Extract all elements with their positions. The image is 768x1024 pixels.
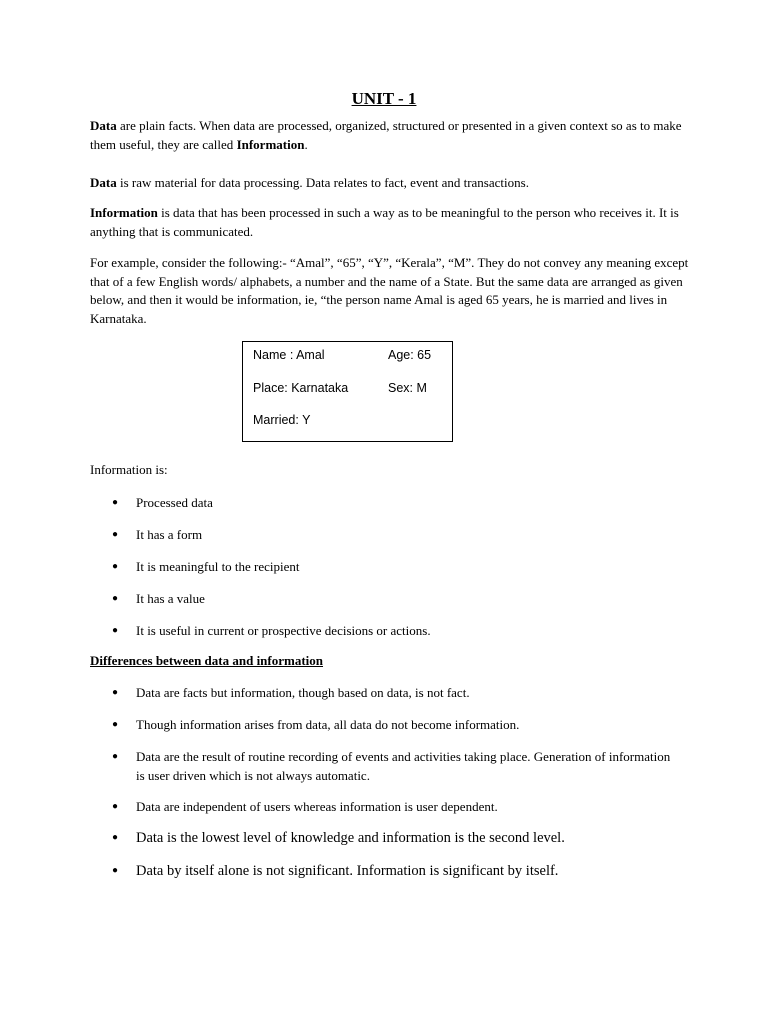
paragraph-text: is raw material for data processing. Data relates to fact, event and transactions. xyxy=(116,175,529,190)
term-information: Information xyxy=(236,136,305,152)
bullet-icon: ● xyxy=(112,593,119,604)
box-name: Name : Amal xyxy=(253,348,325,362)
bullet-icon: ● xyxy=(112,561,119,572)
document-page: UNIT - 1 Data are plain facts. When data are processed, organized, structured or presented in a given context so as to make them useful, they are called Information. Data is raw material for data processing. Data relates to fact, event and transactions. Information is data that has been processed in such a way as to be meaningful to the person who receives it. It is anything that is communicated. For example, consider the following:- “Amal”, “65”, “Y”, “Kerala”, “M”. They do not convey any meaning except that of a few English words/ alphabets, a number and the name of a State. But the same data are arranged as given below, and then it would be information, ie, “the person name Amal is aged 65 years, he is married and lives in Karnataka. Name : Amal Age: 65 Place: Karnataka Sex: M Married: Y Information is: ● Processed data ● It has a form ● It is meaningful to the recipient ● It has a value ● It is useful in current or prospective decisions or actions. Differences between data and information ● Data are facts but information, though based on data, is not fact. ● Though information arises from data, all data do not become information. ● Data are the result of routine recording of events and activities taking place. Generation of information is user driven which is not always automatic. ● Data are independent of users whereas information is user dependent. ● Data is the lowest level of knowledge and information is the second level. ● Data by itself alone is not significant. Information is significant by itself. xyxy=(0,0,768,1024)
bullet-icon: ● xyxy=(112,751,119,762)
bullet-icon: ● xyxy=(112,529,119,540)
bullet-icon: ● xyxy=(112,865,119,876)
bullet-icon: ● xyxy=(112,832,119,843)
paragraph-information-definition xyxy=(90,204,690,241)
bullet-icon: ● xyxy=(112,497,119,508)
box-age: Age: 65 xyxy=(388,348,432,362)
bullet-icon: ● xyxy=(112,801,119,812)
information-is-label: Information is: xyxy=(90,462,168,477)
bullet-icon: ● xyxy=(112,625,119,636)
box-place: Place: Karnataka xyxy=(253,381,349,395)
paragraph-data-definition xyxy=(90,117,690,154)
bullet-icon: ● xyxy=(112,687,119,698)
example-info-box xyxy=(242,341,453,442)
paragraph-text: are plain facts. When data are processed, organized, structured or presented in a given context so as to make them useful, they are called xyxy=(90,118,682,152)
paragraph-text: is data that has been processed in such a way as to be meaningful to the person who receives it. It is anything that is communicated. xyxy=(90,205,679,239)
box-married: Married: Y xyxy=(253,413,311,427)
paragraph-text: . xyxy=(304,136,308,152)
box-sex: Sex: M xyxy=(388,381,427,395)
paragraph-example: For example, consider the following:- “Amal”, “65”, “Y”, “Kerala”, “M”. They do not convey any meaning except that of a few English words/ alphabets, a number and the name of a State. But the same data are arranged as given below, and then it would be information, ie, “the person name Amal is aged 65 years, he is married and lives in Karnataka. xyxy=(90,255,689,326)
bullet-icon: ● xyxy=(112,719,119,730)
differences-heading: Differences between data and information xyxy=(90,653,324,668)
paragraph-data-raw-material xyxy=(90,174,690,193)
term-information: Information xyxy=(90,205,158,220)
page-title: UNIT - 1 xyxy=(351,89,417,108)
term-data: Data xyxy=(90,118,117,133)
term-data: Data xyxy=(90,175,117,190)
